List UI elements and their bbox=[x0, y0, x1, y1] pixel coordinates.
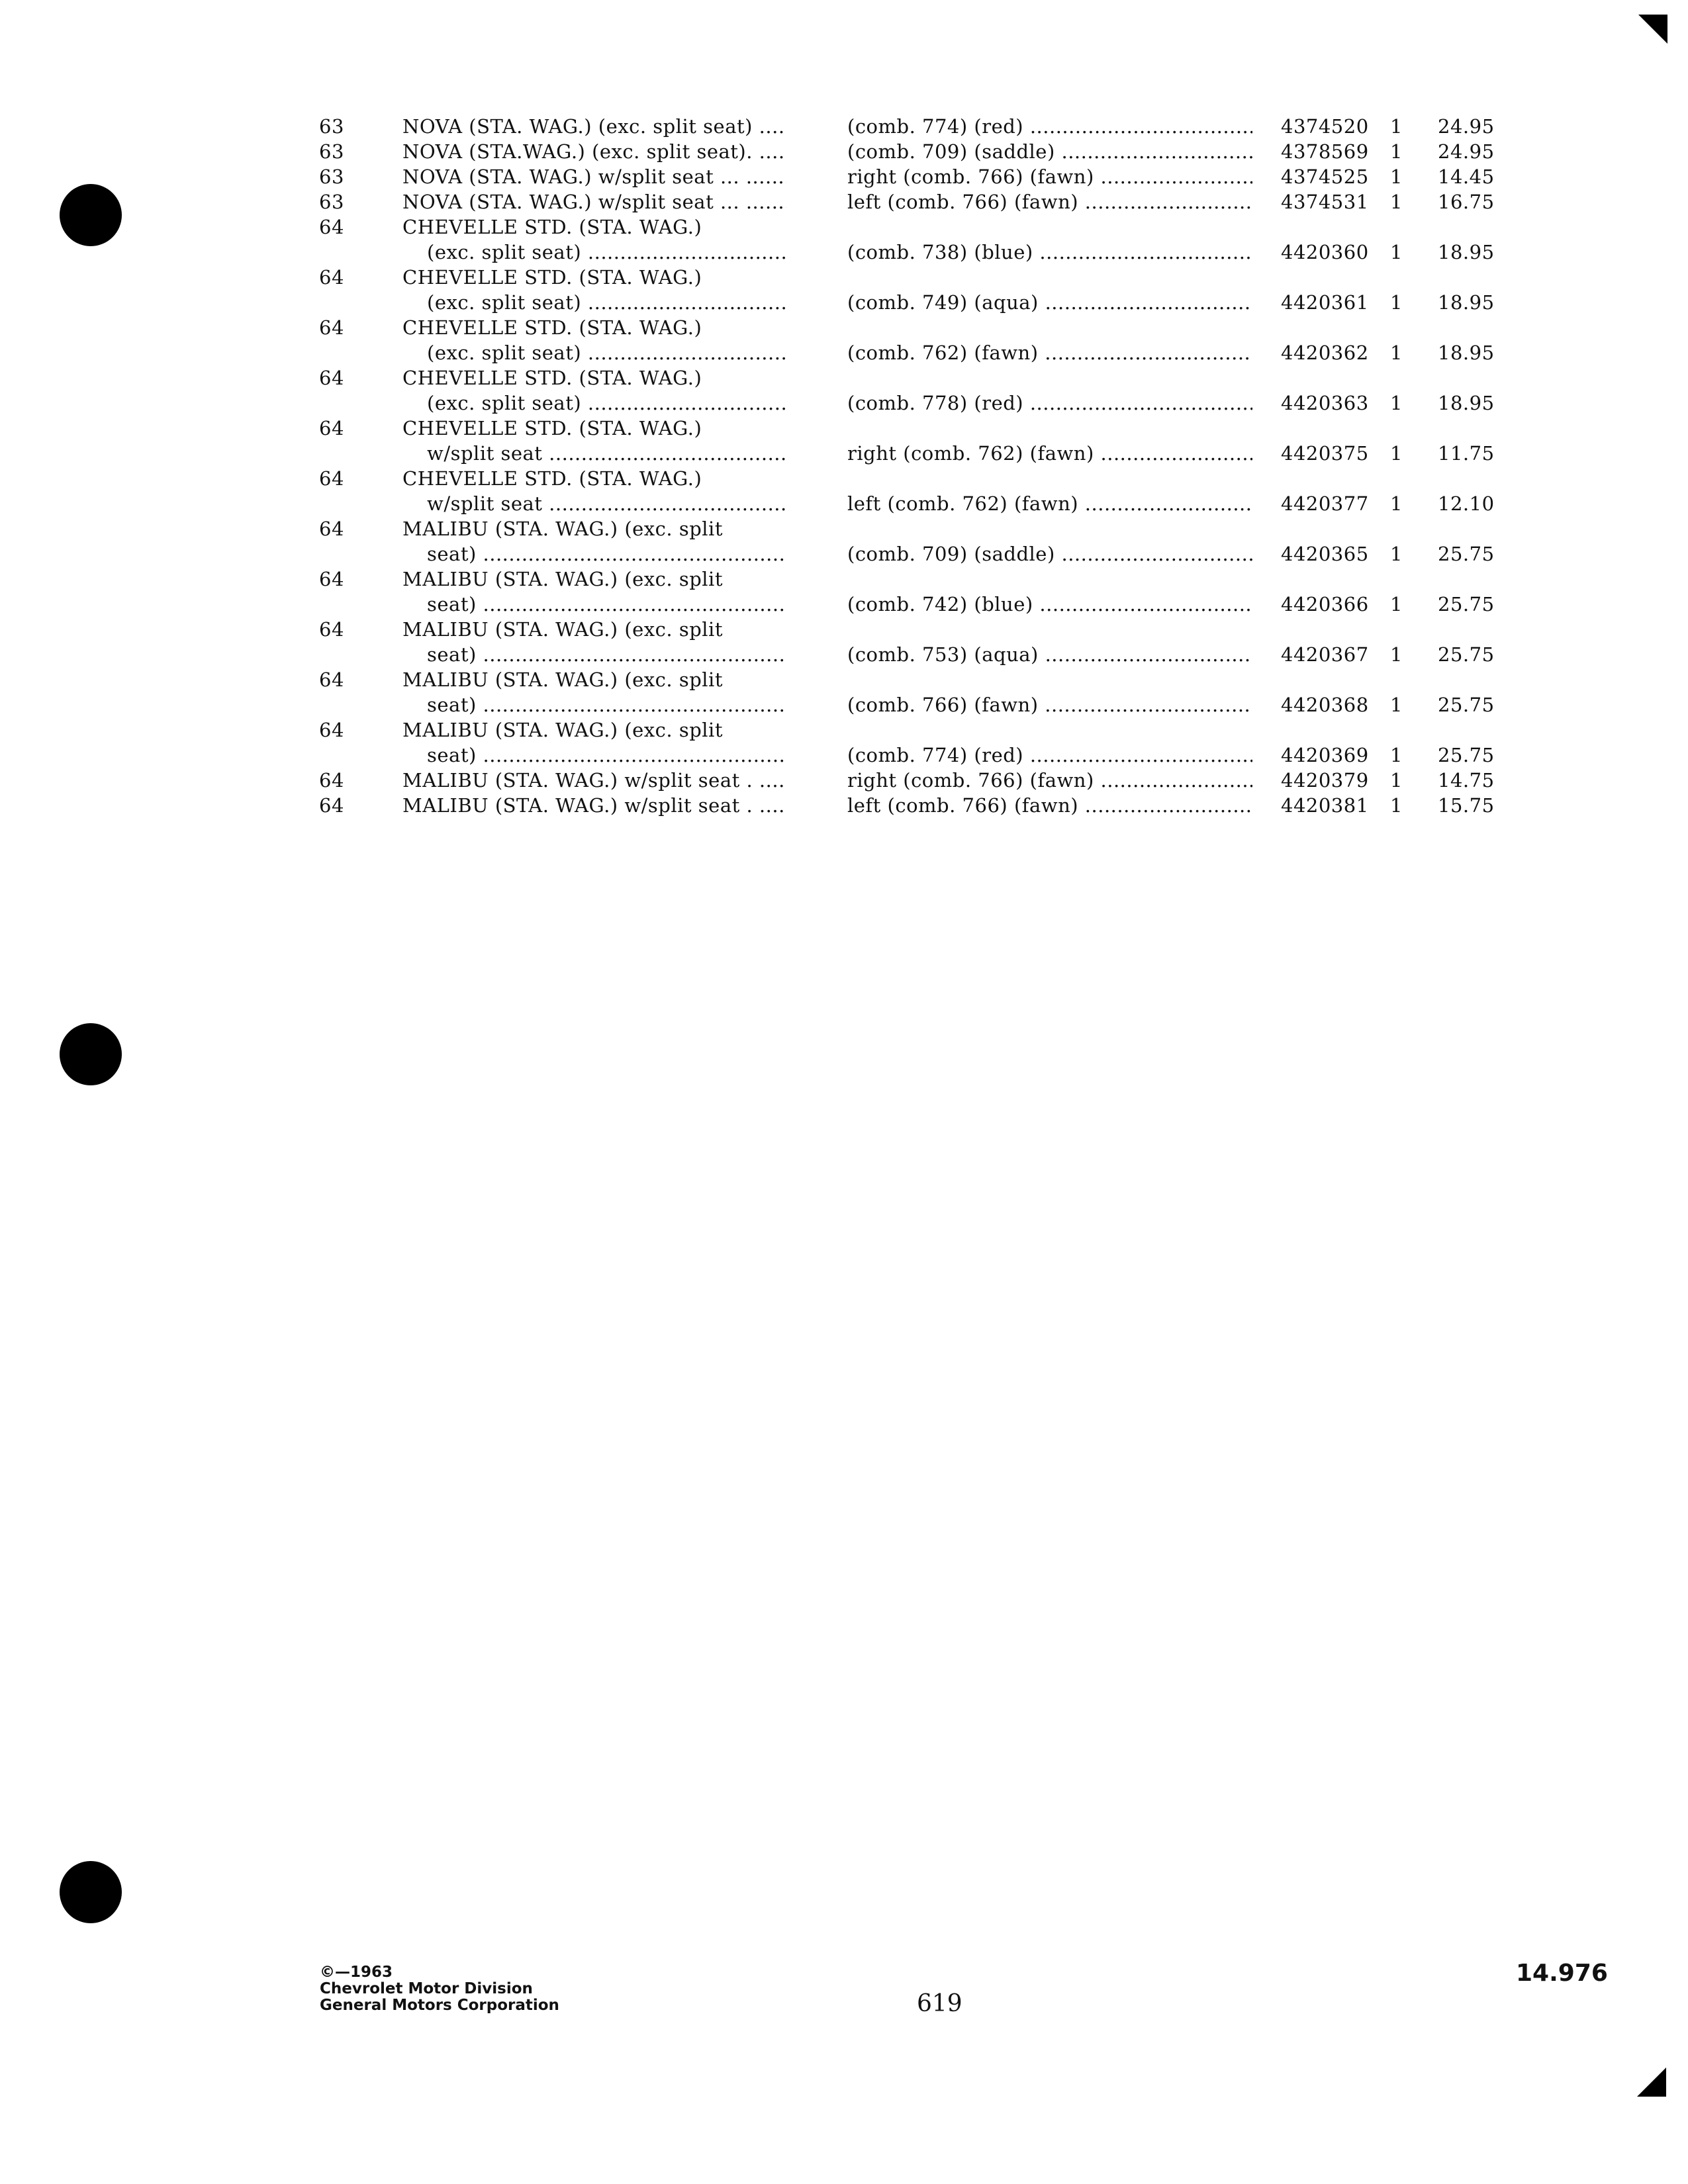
part-number-cell: 4420381 bbox=[1281, 794, 1369, 817]
quantity-cell: 1 bbox=[1390, 341, 1403, 364]
page-number: 619 bbox=[917, 1990, 962, 2017]
price-cell: 14.45 bbox=[1438, 165, 1495, 188]
year-cell: 64 bbox=[319, 316, 344, 339]
description-cell: right (comb. 766) (fawn) ..... bbox=[847, 768, 1252, 793]
price-cell: 25.75 bbox=[1438, 694, 1495, 716]
punch-hole-bottom bbox=[60, 1861, 122, 1923]
year-cell: 64 bbox=[319, 719, 344, 741]
description-cell: (comb. 774) (red) ..... bbox=[847, 114, 1252, 139]
part-number-cell: 4420367 bbox=[1281, 643, 1369, 666]
year-cell: 63 bbox=[319, 191, 344, 213]
model-cell: MALIBU (STA. WAG.) (exc. split bbox=[402, 719, 723, 741]
copyright-year: ©—1963 bbox=[320, 1964, 393, 1981]
quantity-cell: 1 bbox=[1390, 442, 1403, 465]
description-cell: (comb. 749) (aqua) ..... bbox=[847, 290, 1252, 315]
quantity-cell: 1 bbox=[1390, 140, 1403, 163]
description-cell: (comb. 766) (fawn) ..... bbox=[847, 692, 1252, 717]
year-cell: 64 bbox=[319, 618, 344, 641]
model-cell: NOVA (STA.WAG.) (exc. split seat). ..... bbox=[402, 139, 786, 164]
part-number-cell: 4420368 bbox=[1281, 694, 1369, 716]
punch-hole-top bbox=[60, 184, 122, 246]
description-cell: (comb. 753) (aqua) ..... bbox=[847, 642, 1252, 667]
part-number-cell: 4374531 bbox=[1281, 191, 1369, 213]
price-cell: 18.95 bbox=[1438, 241, 1495, 263]
year-cell: 63 bbox=[319, 115, 344, 138]
description-cell: (comb. 709) (saddle) ..... bbox=[847, 541, 1252, 567]
year-cell: 64 bbox=[319, 467, 344, 490]
year-cell: 64 bbox=[319, 266, 344, 289]
part-number-cell: 4420362 bbox=[1281, 341, 1369, 364]
price-cell: 14.75 bbox=[1438, 769, 1495, 792]
model-continuation-cell: w/split seat ..... bbox=[427, 441, 786, 466]
year-cell: 64 bbox=[319, 367, 344, 389]
description-cell: right (comb. 762) (fawn) ..... bbox=[847, 441, 1252, 466]
price-cell: 16.75 bbox=[1438, 191, 1495, 213]
corner-mark-top-right bbox=[1638, 15, 1667, 44]
model-continuation-cell: seat) ..... bbox=[427, 541, 786, 567]
part-number-cell: 4420377 bbox=[1281, 492, 1369, 515]
model-continuation-cell: w/split seat ..... bbox=[427, 491, 786, 516]
description-cell: left (comb. 766) (fawn) ..... bbox=[847, 793, 1252, 818]
part-number-cell: 4420369 bbox=[1281, 744, 1369, 766]
model-cell: MALIBU (STA. WAG.) (exc. split bbox=[402, 668, 723, 691]
division-name: Chevrolet Motor Division bbox=[320, 1980, 533, 1997]
description-cell: (comb. 778) (red) ..... bbox=[847, 390, 1252, 416]
year-cell: 64 bbox=[319, 568, 344, 590]
part-number-cell: 4374520 bbox=[1281, 115, 1369, 138]
description-cell: right (comb. 766) (fawn) ..... bbox=[847, 164, 1252, 189]
part-number-cell: 4420361 bbox=[1281, 291, 1369, 314]
model-cell: CHEVELLE STD. (STA. WAG.) bbox=[402, 216, 702, 238]
model-cell: MALIBU (STA. WAG.) (exc. split bbox=[402, 518, 723, 540]
part-number-cell: 4420379 bbox=[1281, 769, 1369, 792]
price-cell: 12.10 bbox=[1438, 492, 1495, 515]
price-cell: 25.75 bbox=[1438, 543, 1495, 565]
price-cell: 24.95 bbox=[1438, 115, 1495, 138]
model-continuation-cell: seat) ..... bbox=[427, 743, 786, 768]
description-cell: (comb. 762) (fawn) ..... bbox=[847, 340, 1252, 365]
quantity-cell: 1 bbox=[1390, 794, 1403, 817]
price-cell: 18.95 bbox=[1438, 291, 1495, 314]
section-number: 14.976 bbox=[1516, 1960, 1608, 1987]
model-continuation-cell: seat) ..... bbox=[427, 692, 786, 717]
punch-hole-middle bbox=[60, 1023, 122, 1085]
model-cell: MALIBU (STA. WAG.) w/split seat . ..... bbox=[402, 793, 786, 818]
description-cell: (comb. 742) (blue) ..... bbox=[847, 592, 1252, 617]
quantity-cell: 1 bbox=[1390, 115, 1403, 138]
quantity-cell: 1 bbox=[1390, 191, 1403, 213]
part-number-cell: 4420363 bbox=[1281, 392, 1369, 414]
price-cell: 18.95 bbox=[1438, 392, 1495, 414]
price-cell: 15.75 bbox=[1438, 794, 1495, 817]
year-cell: 64 bbox=[319, 794, 344, 817]
part-number-cell: 4378569 bbox=[1281, 140, 1369, 163]
model-cell: NOVA (STA. WAG.) w/split seat ... ..... bbox=[402, 189, 786, 214]
year-cell: 64 bbox=[319, 216, 344, 238]
quantity-cell: 1 bbox=[1390, 543, 1403, 565]
model-continuation-cell: (exc. split seat) ..... bbox=[427, 290, 786, 315]
description-cell: (comb. 709) (saddle) ..... bbox=[847, 139, 1252, 164]
model-cell: CHEVELLE STD. (STA. WAG.) bbox=[402, 266, 702, 289]
corporation-name: General Motors Corporation bbox=[320, 1997, 559, 2014]
price-cell: 24.95 bbox=[1438, 140, 1495, 163]
year-cell: 63 bbox=[319, 140, 344, 163]
part-number-cell: 4374525 bbox=[1281, 165, 1369, 188]
description-cell: (comb. 738) (blue) ..... bbox=[847, 240, 1252, 265]
quantity-cell: 1 bbox=[1390, 769, 1403, 792]
quantity-cell: 1 bbox=[1390, 291, 1403, 314]
price-cell: 18.95 bbox=[1438, 341, 1495, 364]
model-continuation-cell: (exc. split seat) ..... bbox=[427, 390, 786, 416]
price-cell: 25.75 bbox=[1438, 593, 1495, 615]
price-cell: 25.75 bbox=[1438, 744, 1495, 766]
corner-mark-bottom-right bbox=[1637, 2068, 1666, 2097]
quantity-cell: 1 bbox=[1390, 241, 1403, 263]
model-cell: MALIBU (STA. WAG.) (exc. split bbox=[402, 568, 723, 590]
model-cell: CHEVELLE STD. (STA. WAG.) bbox=[402, 417, 702, 439]
model-cell: NOVA (STA. WAG.) w/split seat ... ..... bbox=[402, 164, 786, 189]
quantity-cell: 1 bbox=[1390, 694, 1403, 716]
year-cell: 64 bbox=[319, 417, 344, 439]
model-continuation-cell: seat) ..... bbox=[427, 592, 786, 617]
description-cell: left (comb. 762) (fawn) ..... bbox=[847, 491, 1252, 516]
model-continuation-cell: (exc. split seat) ..... bbox=[427, 240, 786, 265]
model-cell: CHEVELLE STD. (STA. WAG.) bbox=[402, 467, 702, 490]
price-cell: 11.75 bbox=[1438, 442, 1495, 465]
quantity-cell: 1 bbox=[1390, 593, 1403, 615]
model-cell: NOVA (STA. WAG.) (exc. split seat) ..... bbox=[402, 114, 786, 139]
year-cell: 64 bbox=[319, 668, 344, 691]
model-cell: CHEVELLE STD. (STA. WAG.) bbox=[402, 367, 702, 389]
model-continuation-cell: seat) ..... bbox=[427, 642, 786, 667]
copyright-block bbox=[320, 1964, 559, 2014]
model-cell: MALIBU (STA. WAG.) (exc. split bbox=[402, 618, 723, 641]
year-cell: 63 bbox=[319, 165, 344, 188]
quantity-cell: 1 bbox=[1390, 643, 1403, 666]
description-cell: left (comb. 766) (fawn) ..... bbox=[847, 189, 1252, 214]
quantity-cell: 1 bbox=[1390, 492, 1403, 515]
part-number-cell: 4420366 bbox=[1281, 593, 1369, 615]
quantity-cell: 1 bbox=[1390, 392, 1403, 414]
model-cell: MALIBU (STA. WAG.) w/split seat . ..... bbox=[402, 768, 786, 793]
quantity-cell: 1 bbox=[1390, 165, 1403, 188]
part-number-cell: 4420375 bbox=[1281, 442, 1369, 465]
quantity-cell: 1 bbox=[1390, 744, 1403, 766]
year-cell: 64 bbox=[319, 769, 344, 792]
model-cell: CHEVELLE STD. (STA. WAG.) bbox=[402, 316, 702, 339]
price-cell: 25.75 bbox=[1438, 643, 1495, 666]
year-cell: 64 bbox=[319, 518, 344, 540]
model-continuation-cell: (exc. split seat) ..... bbox=[427, 340, 786, 365]
part-number-cell: 4420365 bbox=[1281, 543, 1369, 565]
description-cell: (comb. 774) (red) ..... bbox=[847, 743, 1252, 768]
part-number-cell: 4420360 bbox=[1281, 241, 1369, 263]
